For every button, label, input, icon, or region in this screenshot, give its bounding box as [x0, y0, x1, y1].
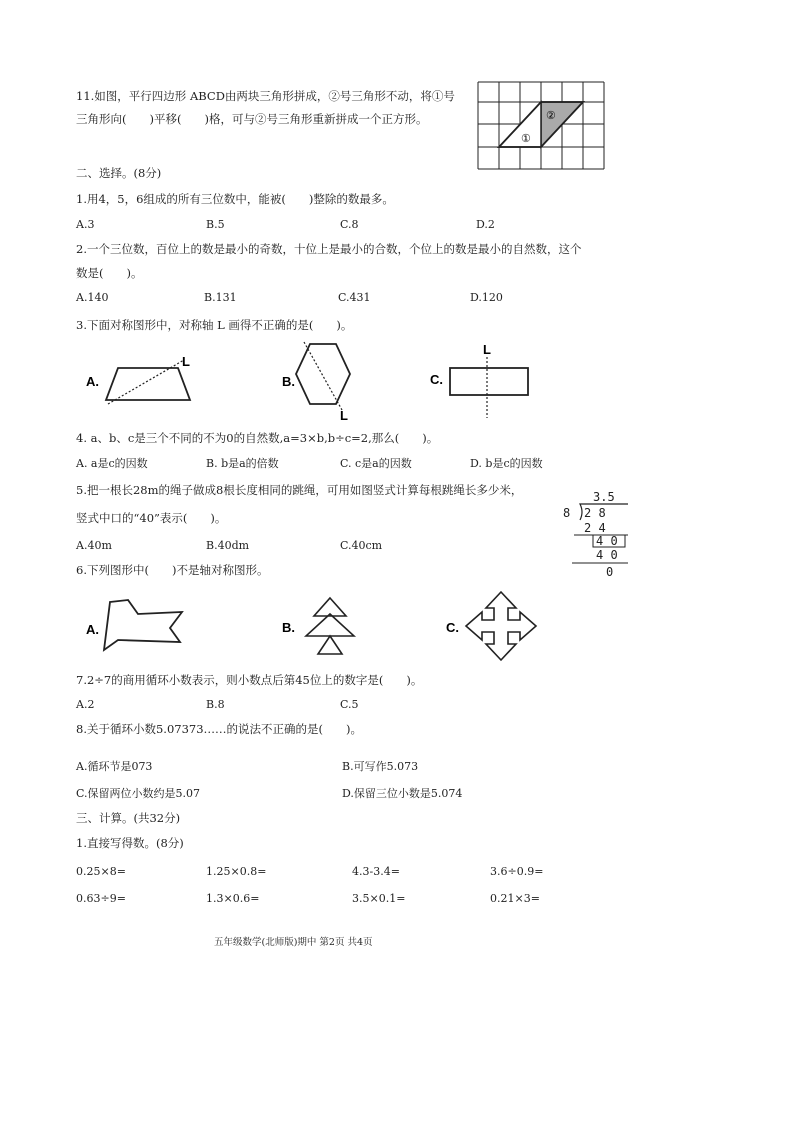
q2-option-d[interactable]: D.120 — [470, 291, 503, 304]
q4-option-b[interactable]: B. b是a的倍数 — [206, 457, 279, 470]
q7-option-c[interactable]: C.5 — [340, 698, 359, 711]
calc-item: 1.25×0.8= — [206, 865, 267, 878]
q5-option-c[interactable]: C.40cm — [340, 539, 383, 552]
calc-item: 0.25×8= — [76, 865, 126, 878]
label-2: ② — [546, 109, 556, 122]
q5-option-a[interactable]: A.40m — [76, 539, 112, 552]
q4-option-d[interactable]: D. b是c的因数 — [470, 457, 543, 470]
q3-figure-c-rectangle[interactable] — [430, 342, 540, 420]
q7-text: 7.2÷7的商用循环小数表示，则小数点后第45位上的数字是( )。 — [76, 673, 423, 687]
q2-option-b[interactable]: B.131 — [204, 291, 237, 304]
q6-label-a: A. — [86, 622, 99, 637]
q3-axis-label-c: L — [483, 342, 491, 357]
calc-item: 4.3-3.4= — [352, 865, 400, 878]
calc-item: 3.5×0.1= — [352, 892, 406, 905]
q8-option-d[interactable]: D.保留三位小数是5.074 — [342, 787, 463, 800]
q6-figure-a-irregular[interactable] — [84, 594, 194, 654]
division-step1: 2 4 — [584, 521, 606, 535]
q11-line2: 三角形向( )平移( )格，可与②号三角形重新拼成一个正方形。 — [76, 112, 428, 126]
q11-line1: 11.如图，平行四边形 ABCD由两块三角形拼成，②号三角形不动，将①号 — [76, 89, 455, 103]
q7-option-b[interactable]: B.8 — [206, 698, 225, 711]
q3-axis-label-b: L — [340, 408, 348, 422]
long-division-figure — [560, 488, 640, 580]
q1-option-d[interactable]: D.2 — [476, 218, 495, 231]
q4-option-c[interactable]: C. c是a的因数 — [340, 457, 412, 470]
q5-line1: 5.把一根长28m的绳子做成8根长度相同的跳绳，可用如图竖式计算每根跳绳长多少米， — [76, 483, 523, 497]
q6-figure-c-arrows[interactable] — [444, 588, 544, 664]
q7-option-a[interactable]: A.2 — [76, 698, 95, 711]
label-1: ① — [521, 132, 531, 145]
q3-label-c: C. — [430, 372, 443, 387]
q6-label-b: B. — [282, 620, 295, 635]
q2-option-c[interactable]: C.431 — [338, 291, 371, 304]
calc-item: 3.6÷0.9= — [490, 865, 544, 878]
q4-text: 4. a、b、c是三个不同的不为0的自然数,a=3×b,b÷c=2,那么( )。 — [76, 431, 439, 445]
q1-text: 1.用4，5，6组成的所有三位数中，能被( )整除的数最多。 — [76, 192, 394, 206]
division-step2: 4 0 — [596, 548, 618, 562]
q1-option-c[interactable]: C.8 — [340, 218, 359, 231]
section-title-calc: 三、计算。(共32分) — [76, 811, 181, 825]
calc-item: 0.21×3= — [490, 892, 540, 905]
q6-text: 6.下列图形中( )不是轴对称图形。 — [76, 563, 269, 577]
grid-figure-parallelogram — [476, 80, 606, 172]
q8-text: 8.关于循环小数5.07373……的说法不正确的是( )。 — [76, 722, 362, 736]
section-title-choice: 二、选择。(8分) — [76, 166, 162, 180]
q5-line2: 竖式中口的“40”表示( )。 — [76, 511, 227, 525]
q3-text: 3.下面对称图形中，对称轴 L 画得不正确的是( )。 — [76, 318, 353, 332]
calc-subtitle: 1.直接写得数。(8分) — [76, 836, 184, 850]
division-quotient: 3.5 — [593, 490, 615, 504]
q3-figure-a-trapezoid[interactable] — [80, 348, 210, 410]
q1-option-a[interactable]: A.3 — [76, 218, 95, 231]
q3-label-a: A. — [86, 374, 99, 389]
division-final: 0 — [606, 565, 614, 579]
q1-option-b[interactable]: B.5 — [206, 218, 225, 231]
q6-label-c: C. — [446, 620, 459, 635]
calc-item: 1.3×0.6= — [206, 892, 260, 905]
q2-line1: 2.一个三位数，百位上的数是最小的奇数，十位上是最小的合数，个位上的数是最小的自然数，这个 — [76, 242, 582, 256]
q2-line2: 数是( )。 — [76, 266, 143, 280]
q2-option-a[interactable]: A.140 — [76, 291, 109, 304]
q8-option-b[interactable]: B.可写作5.073 — [342, 760, 419, 773]
q3-axis-label-a: L — [182, 354, 190, 369]
q5-option-b[interactable]: B.40dm — [206, 539, 250, 552]
page-footer: 五年级数学(北师版)期中 第2页 共4页 — [214, 937, 373, 948]
calc-item: 0.63÷9= — [76, 892, 126, 905]
division-divisor: 8 — [563, 506, 571, 520]
q3-figure-b-hexagon[interactable] — [278, 338, 368, 422]
q4-option-a[interactable]: A. a是c的因数 — [76, 457, 148, 470]
q8-option-c[interactable]: C.保留两位小数约是5.07 — [76, 787, 201, 800]
q8-option-a[interactable]: A.循环节是073 — [76, 760, 153, 773]
division-dividend: 2 8 — [584, 506, 606, 520]
division-remainder: 4 0 — [596, 534, 618, 548]
q3-label-b: B. — [282, 374, 295, 389]
q6-figure-b-tree[interactable] — [278, 592, 368, 660]
